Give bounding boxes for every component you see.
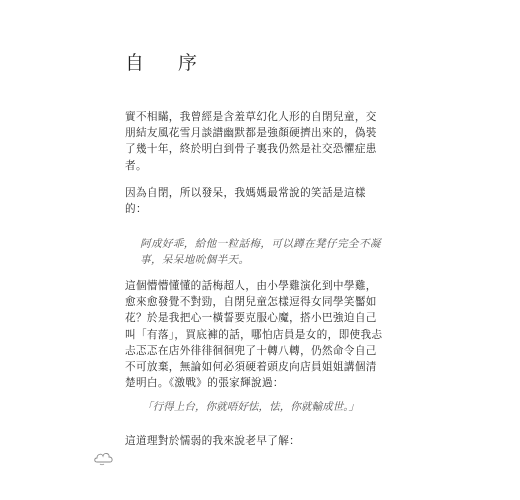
paragraph-line: 朋結友風花雪月談譜幽默都是強顏硬擠出來的，偽裝 [125, 127, 377, 140]
paragraph-line: 這個懵懵懂懂的話梅超人，由小學雞演化到中學雞， [125, 280, 377, 292]
paragraph-line: 忐忑忑在店外徘徘徊徊兜了十轉八轉，仍然命令自己 [125, 344, 377, 357]
paragraph-line: 花？於是我把心一橫誓要克服心魔，搭小巴強迫自己 [125, 312, 377, 325]
quote-block-1 [140, 236, 430, 268]
quote-line: 事，呆呆地吮個半天。 [140, 254, 250, 267]
paragraph-line: 實不相瞞，我曾經是含羞草幻化人形的自閉兒童，交 [125, 111, 377, 123]
paragraph-line: 了幾十年，終於明白到骨子裏我仍然是社交恐懼症患 [125, 143, 377, 156]
paragraph-line: 不可放棄，無論如何必須硬着頭皮向店員姐姐講個清 [125, 361, 377, 374]
quote-line: 阿成好乖，給他一粒話梅，可以蹲在凳仔完全不凝 [140, 238, 381, 250]
paragraph-2 [125, 185, 425, 217]
chapter-title: 自 序 [125, 52, 212, 74]
paragraph-line: 這道理對於懦弱的我來說老早了解： [125, 435, 301, 447]
quote-block-2: 「行得上台，你就唔好怯，怯，你就輸成世。」 [142, 401, 360, 413]
paragraph-line: 愈來愈發覺不對勁，自閉兒童怎樣逗得女同學笑靨如 [125, 296, 377, 309]
paragraph-line: 的： [125, 203, 147, 216]
paragraph-3 [125, 278, 425, 391]
paragraph-1 [125, 109, 425, 174]
cloud-ornament-icon [93, 449, 115, 467]
paragraph-4 [125, 433, 425, 449]
paragraph-line: 叫「有落」，買底褲的話，哪怕店員是女的，即使我忐 [125, 328, 383, 341]
paragraph-line: 楚明白。《激戰》的張家輝說過： [125, 377, 284, 390]
paragraph-line: 因為自閉，所以發呆，我媽媽最常說的笑話是這樣 [125, 187, 366, 199]
paragraph-line: 者。 [125, 159, 147, 172]
